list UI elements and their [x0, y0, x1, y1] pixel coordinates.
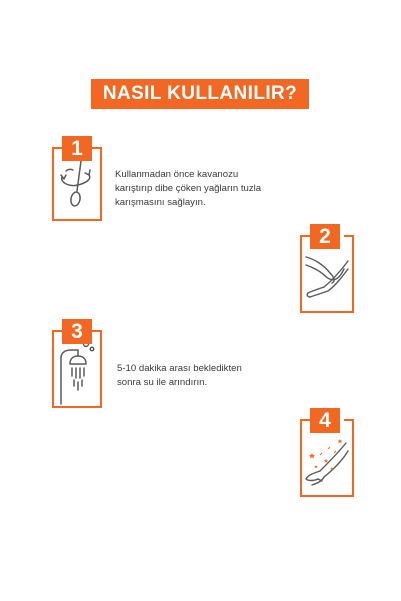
step-3-line-2: sonra su ile arındırın.: [117, 377, 208, 388]
step-1-line-2: karıştırıp dibe çöken yağların tuzla: [115, 183, 262, 194]
step-1-line-3: karışmasını sağlayın.: [115, 197, 206, 208]
step-2-number: 2: [310, 224, 340, 249]
step-3-line-1: 5-10 dakika arası bekledikten: [117, 363, 242, 374]
step-3-number: 3: [62, 319, 92, 344]
title-banner: [91, 79, 309, 109]
step-1-description: [115, 168, 261, 210]
step-4-number: 4: [310, 408, 340, 433]
step-1-number: 1: [62, 136, 92, 161]
step-1-line-1: Kullanmadan önce kavanozu: [115, 169, 239, 180]
page-title: NASIL KULLANILIR?: [102, 83, 298, 104]
step-3-description: [117, 362, 242, 390]
